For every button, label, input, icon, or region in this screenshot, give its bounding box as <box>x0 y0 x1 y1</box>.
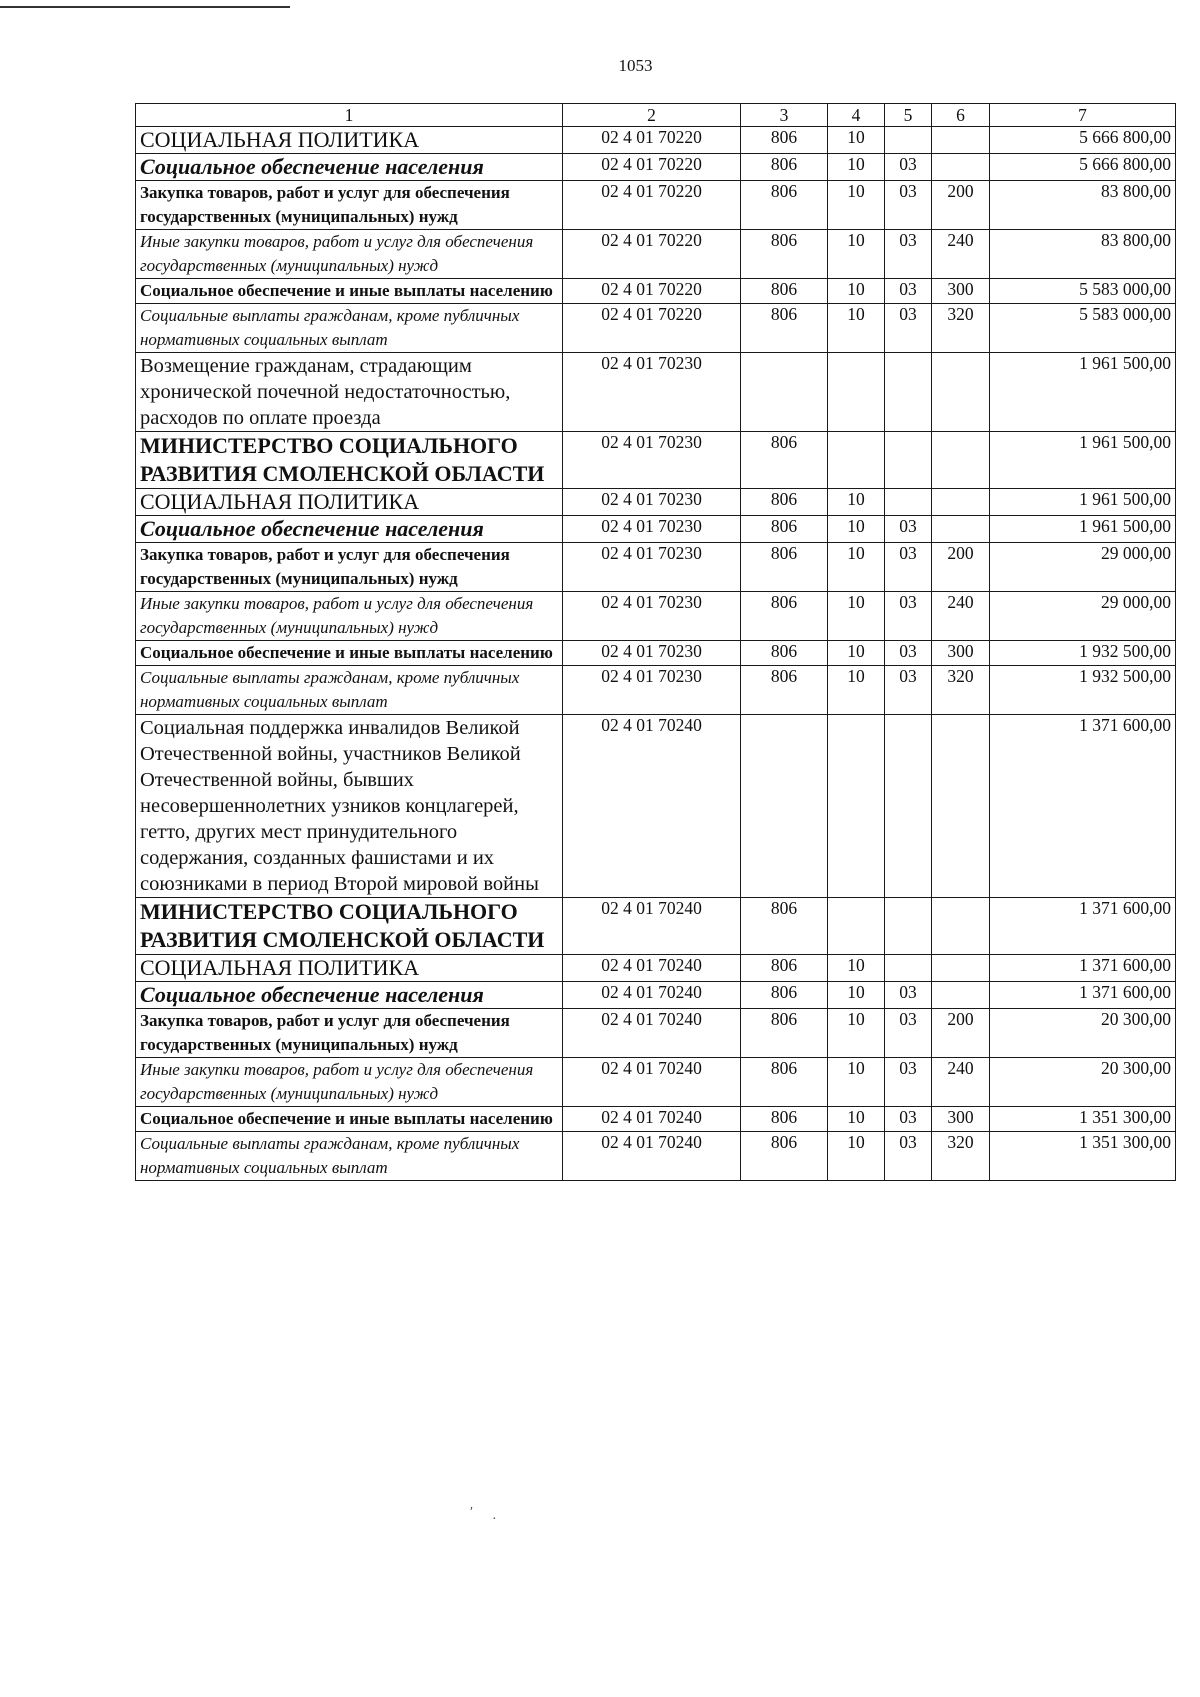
row-vid-cell <box>932 982 990 1009</box>
row-name-cell: СОЦИАЛЬНАЯ ПОЛИТИКА <box>136 489 563 516</box>
table-row <box>136 982 1176 1009</box>
row-amount-cell: 1 351 300,00 <box>990 1132 1176 1181</box>
row-amount-cell: 1 961 500,00 <box>990 489 1176 516</box>
row-vid-cell: 300 <box>932 279 990 304</box>
header-cell: 1 <box>136 104 563 127</box>
row-name-cell: Закупка товаров, работ и услуг для обеспечения государственных (муниципальных) нужд <box>136 181 563 230</box>
row-name-cell: Закупка товаров, работ и услуг для обеспечения государственных (муниципальных) нужд <box>136 1009 563 1058</box>
row-code-cell: 02 4 01 70230 <box>563 516 741 543</box>
row-amount-cell: 5 583 000,00 <box>990 279 1176 304</box>
row-vr-cell: 806 <box>741 304 828 353</box>
table-row <box>136 1107 1176 1132</box>
row-pr-cell: 03 <box>885 982 932 1009</box>
row-amount-cell: 20 300,00 <box>990 1058 1176 1107</box>
row-name-cell: Иные закупки товаров, работ и услуг для обеспечения государственных (муниципальных) нужд <box>136 592 563 641</box>
row-vr-cell: 806 <box>741 1132 828 1181</box>
row-pr-cell: 03 <box>885 592 932 641</box>
row-name-cell: Социальные выплаты гражданам, кроме публичных нормативных социальных выплат <box>136 1132 563 1181</box>
row-vid-cell: 320 <box>932 666 990 715</box>
table-body <box>136 104 1176 1181</box>
row-amount-cell: 29 000,00 <box>990 543 1176 592</box>
scan-edge-line <box>0 6 290 8</box>
table-row <box>136 304 1176 353</box>
row-pr-cell <box>885 353 932 432</box>
row-vr-cell: 806 <box>741 666 828 715</box>
row-amount-cell: 1 932 500,00 <box>990 666 1176 715</box>
row-code-cell: 02 4 01 70220 <box>563 127 741 154</box>
row-code-cell: 02 4 01 70230 <box>563 543 741 592</box>
row-code-cell: 02 4 01 70220 <box>563 230 741 279</box>
row-vid-cell: 320 <box>932 304 990 353</box>
row-rz-cell: 10 <box>828 127 885 154</box>
row-rz-cell: 10 <box>828 516 885 543</box>
row-amount-cell: 5 666 800,00 <box>990 127 1176 154</box>
table-row <box>136 592 1176 641</box>
row-name-cell: Иные закупки товаров, работ и услуг для обеспечения государственных (муниципальных) нужд <box>136 1058 563 1107</box>
row-vid-cell <box>932 516 990 543</box>
row-vr-cell: 806 <box>741 543 828 592</box>
row-amount-cell: 83 800,00 <box>990 230 1176 279</box>
row-pr-cell: 03 <box>885 1132 932 1181</box>
row-amount-cell: 1 961 500,00 <box>990 353 1176 432</box>
row-code-cell: 02 4 01 70240 <box>563 982 741 1009</box>
row-name-cell: Социальное обеспечение населения <box>136 516 563 543</box>
table-row <box>136 432 1176 489</box>
row-name-cell: Социальное обеспечение населения <box>136 982 563 1009</box>
row-name-cell: Социальные выплаты гражданам, кроме публичных нормативных социальных выплат <box>136 666 563 715</box>
row-rz-cell: 10 <box>828 666 885 715</box>
row-rz-cell: 10 <box>828 1132 885 1181</box>
row-name-cell: МИНИСТЕРСТВО СОЦИАЛЬНОГО РАЗВИТИЯ СМОЛЕНСКОЙ ОБЛАСТИ <box>136 898 563 955</box>
row-vid-cell: 320 <box>932 1132 990 1181</box>
row-vid-cell: 200 <box>932 1009 990 1058</box>
row-pr-cell <box>885 432 932 489</box>
row-rz-cell: 10 <box>828 304 885 353</box>
scan-speck: · <box>492 1512 497 1527</box>
row-code-cell: 02 4 01 70240 <box>563 955 741 982</box>
row-name-cell: Социальные выплаты гражданам, кроме публичных нормативных социальных выплат <box>136 304 563 353</box>
row-pr-cell: 03 <box>885 1009 932 1058</box>
row-vr-cell: 806 <box>741 181 828 230</box>
row-amount-cell: 5 666 800,00 <box>990 154 1176 181</box>
row-vr-cell: 806 <box>741 279 828 304</box>
row-vid-cell: 200 <box>932 181 990 230</box>
row-rz-cell <box>828 715 885 898</box>
row-code-cell: 02 4 01 70240 <box>563 715 741 898</box>
row-vr-cell: 806 <box>741 955 828 982</box>
row-pr-cell <box>885 955 932 982</box>
row-rz-cell: 10 <box>828 592 885 641</box>
row-vr-cell <box>741 353 828 432</box>
row-name-cell: Социальное обеспечение и иные выплаты населению <box>136 1107 563 1132</box>
row-rz-cell: 10 <box>828 279 885 304</box>
row-rz-cell <box>828 353 885 432</box>
row-vid-cell <box>932 715 990 898</box>
table-row <box>136 489 1176 516</box>
table-row <box>136 154 1176 181</box>
row-vr-cell <box>741 715 828 898</box>
row-name-cell: СОЦИАЛЬНАЯ ПОЛИТИКА <box>136 127 563 154</box>
table-row <box>136 1009 1176 1058</box>
row-vid-cell: 300 <box>932 641 990 666</box>
table-row <box>136 1058 1176 1107</box>
row-pr-cell <box>885 127 932 154</box>
row-vr-cell: 806 <box>741 432 828 489</box>
row-code-cell: 02 4 01 70220 <box>563 279 741 304</box>
row-amount-cell: 1 371 600,00 <box>990 955 1176 982</box>
table-row <box>136 715 1176 898</box>
row-rz-cell: 10 <box>828 154 885 181</box>
header-cell: 7 <box>990 104 1176 127</box>
row-vr-cell: 806 <box>741 641 828 666</box>
row-amount-cell: 1 961 500,00 <box>990 516 1176 543</box>
table-row <box>136 666 1176 715</box>
table-row <box>136 955 1176 982</box>
row-name-cell: Иные закупки товаров, работ и услуг для обеспечения государственных (муниципальных) нужд <box>136 230 563 279</box>
row-amount-cell: 1 371 600,00 <box>990 982 1176 1009</box>
row-amount-cell: 83 800,00 <box>990 181 1176 230</box>
row-name-cell: Социальная поддержка инвалидов Великой Отечественной войны, участников Великой Отечественной войны, бывших несовершеннолетних узников концлагерей, гетто, других мест принудительного содержания, созданных фашистами и их союзниками в период Второй мировой войны <box>136 715 563 898</box>
row-name-cell: Социальное обеспечение и иные выплаты населению <box>136 279 563 304</box>
row-vr-cell: 806 <box>741 1058 828 1107</box>
row-vid-cell: 240 <box>932 592 990 641</box>
table-row <box>136 279 1176 304</box>
row-vr-cell: 806 <box>741 127 828 154</box>
row-code-cell: 02 4 01 70230 <box>563 592 741 641</box>
table-row <box>136 181 1176 230</box>
table-row <box>136 230 1176 279</box>
row-pr-cell: 03 <box>885 304 932 353</box>
page-number: 1053 <box>618 56 653 75</box>
row-code-cell: 02 4 01 70240 <box>563 1107 741 1132</box>
row-amount-cell: 1 932 500,00 <box>990 641 1176 666</box>
row-vr-cell: 806 <box>741 1107 828 1132</box>
row-rz-cell <box>828 432 885 489</box>
row-rz-cell: 10 <box>828 543 885 592</box>
table-row <box>136 543 1176 592</box>
table-header-row <box>136 104 1176 127</box>
row-pr-cell <box>885 898 932 955</box>
row-pr-cell: 03 <box>885 516 932 543</box>
row-rz-cell: 10 <box>828 1009 885 1058</box>
row-vr-cell: 806 <box>741 154 828 181</box>
row-pr-cell: 03 <box>885 641 932 666</box>
row-code-cell: 02 4 01 70220 <box>563 304 741 353</box>
row-vr-cell: 806 <box>741 516 828 543</box>
row-vr-cell: 806 <box>741 230 828 279</box>
row-vid-cell <box>932 489 990 516</box>
row-amount-cell: 1 371 600,00 <box>990 898 1176 955</box>
row-code-cell: 02 4 01 70220 <box>563 181 741 230</box>
header-cell: 6 <box>932 104 990 127</box>
header-cell: 4 <box>828 104 885 127</box>
row-amount-cell: 1 351 300,00 <box>990 1107 1176 1132</box>
row-name-cell: Возмещение гражданам, страдающим хронической почечной недостаточностью, расходов по оплате проезда <box>136 353 563 432</box>
row-code-cell: 02 4 01 70240 <box>563 898 741 955</box>
header-cell: 2 <box>563 104 741 127</box>
row-pr-cell: 03 <box>885 279 932 304</box>
row-rz-cell: 10 <box>828 982 885 1009</box>
row-rz-cell: 10 <box>828 1058 885 1107</box>
table-row <box>136 516 1176 543</box>
row-rz-cell <box>828 898 885 955</box>
row-rz-cell: 10 <box>828 1107 885 1132</box>
row-amount-cell: 5 583 000,00 <box>990 304 1176 353</box>
row-code-cell: 02 4 01 70240 <box>563 1058 741 1107</box>
row-vid-cell <box>932 432 990 489</box>
table-row <box>136 641 1176 666</box>
header-cell: 5 <box>885 104 932 127</box>
row-vid-cell <box>932 898 990 955</box>
row-vid-cell <box>932 353 990 432</box>
scan-speck: ′ <box>470 1505 474 1520</box>
row-amount-cell: 1 371 600,00 <box>990 715 1176 898</box>
row-vid-cell <box>932 154 990 181</box>
budget-table <box>135 103 1176 1181</box>
row-rz-cell: 10 <box>828 955 885 982</box>
row-rz-cell: 10 <box>828 181 885 230</box>
row-pr-cell: 03 <box>885 543 932 592</box>
row-pr-cell <box>885 715 932 898</box>
row-pr-cell: 03 <box>885 1107 932 1132</box>
row-name-cell: Социальное обеспечение населения <box>136 154 563 181</box>
row-amount-cell: 29 000,00 <box>990 592 1176 641</box>
row-vid-cell <box>932 127 990 154</box>
row-vr-cell: 806 <box>741 1009 828 1058</box>
row-code-cell: 02 4 01 70240 <box>563 1009 741 1058</box>
row-code-cell: 02 4 01 70240 <box>563 1132 741 1181</box>
row-pr-cell <box>885 489 932 516</box>
row-code-cell: 02 4 01 70230 <box>563 641 741 666</box>
header-cell: 3 <box>741 104 828 127</box>
row-pr-cell: 03 <box>885 1058 932 1107</box>
table-row <box>136 353 1176 432</box>
row-rz-cell: 10 <box>828 230 885 279</box>
row-amount-cell: 1 961 500,00 <box>990 432 1176 489</box>
row-vr-cell: 806 <box>741 489 828 516</box>
table-row <box>136 127 1176 154</box>
row-code-cell: 02 4 01 70230 <box>563 353 741 432</box>
row-name-cell: Закупка товаров, работ и услуг для обеспечения государственных (муниципальных) нужд <box>136 543 563 592</box>
row-name-cell: МИНИСТЕРСТВО СОЦИАЛЬНОГО РАЗВИТИЯ СМОЛЕНСКОЙ ОБЛАСТИ <box>136 432 563 489</box>
row-name-cell: Социальное обеспечение и иные выплаты населению <box>136 641 563 666</box>
row-vr-cell: 806 <box>741 898 828 955</box>
row-rz-cell: 10 <box>828 489 885 516</box>
row-vid-cell: 240 <box>932 230 990 279</box>
row-code-cell: 02 4 01 70230 <box>563 489 741 516</box>
row-pr-cell: 03 <box>885 230 932 279</box>
row-amount-cell: 20 300,00 <box>990 1009 1176 1058</box>
row-pr-cell: 03 <box>885 666 932 715</box>
row-vid-cell: 240 <box>932 1058 990 1107</box>
row-vid-cell <box>932 955 990 982</box>
row-vid-cell: 300 <box>932 1107 990 1132</box>
row-rz-cell: 10 <box>828 641 885 666</box>
row-vr-cell: 806 <box>741 982 828 1009</box>
row-vid-cell: 200 <box>932 543 990 592</box>
table-row <box>136 1132 1176 1181</box>
row-name-cell: СОЦИАЛЬНАЯ ПОЛИТИКА <box>136 955 563 982</box>
row-pr-cell: 03 <box>885 181 932 230</box>
row-vr-cell: 806 <box>741 592 828 641</box>
row-pr-cell: 03 <box>885 154 932 181</box>
table-row <box>136 898 1176 955</box>
row-code-cell: 02 4 01 70230 <box>563 432 741 489</box>
row-code-cell: 02 4 01 70220 <box>563 154 741 181</box>
row-code-cell: 02 4 01 70230 <box>563 666 741 715</box>
